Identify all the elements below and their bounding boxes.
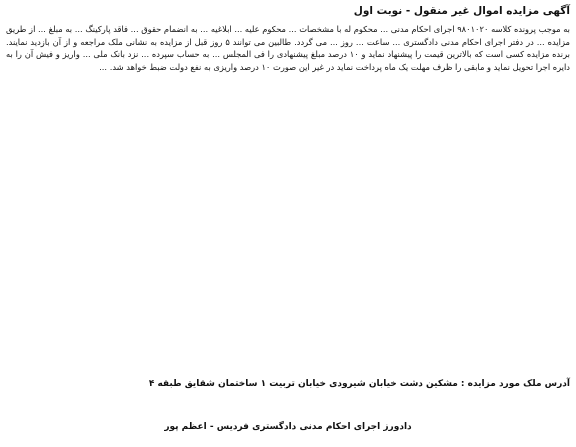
notice-body: به موجب پرونده کلاسه ۹۸۰۱۰۲۰ اجرای احکام مدنی ... محکوم له با مشخصات ... محکوم علیه ... ابلاغیه ... به انضمام حقوق ... فاقد پارکینگ ... به مبلغ ... از طریق مزایده ... در دفتر اجرای احکام مدنی دادگستری ... ساعت ... روز ... می گردد. طالبین می توانند ۵ روز قبل از مزایده به نشانی ملک مراجعه و از آن بازدید نمایند. برنده مزایده کسی است که بالاترین قیمت را پیشنهاد نماید و ۱۰ درصد مبلغ پیشنهادی را فی المجلس ... به حساب سپرده ... نزد بانک ملی ... واریز و فیش آن را به دایره اجرا تحویل نماید و مابقی را ظرف مهلت یک ماه پرداخت نماید در غیر این صورت ۱۰ درصد واریزی به نفع دولت ضبط خواهد شد. ...: [6, 24, 570, 72]
notice-title: آگهی مزایده اموال غیر منقول - نوبت اول: [353, 5, 570, 17]
officer-signature: دادورز اجرای احکام مدنی دادگستری فردیس - اعظم پور: [164, 422, 412, 432]
property-address: آدرس ملک مورد مزایده : مشکین دشت خیابان شیرودی خیابان تربیت ۱ ساختمان شقایق طبقه ۴: [148, 379, 570, 389]
